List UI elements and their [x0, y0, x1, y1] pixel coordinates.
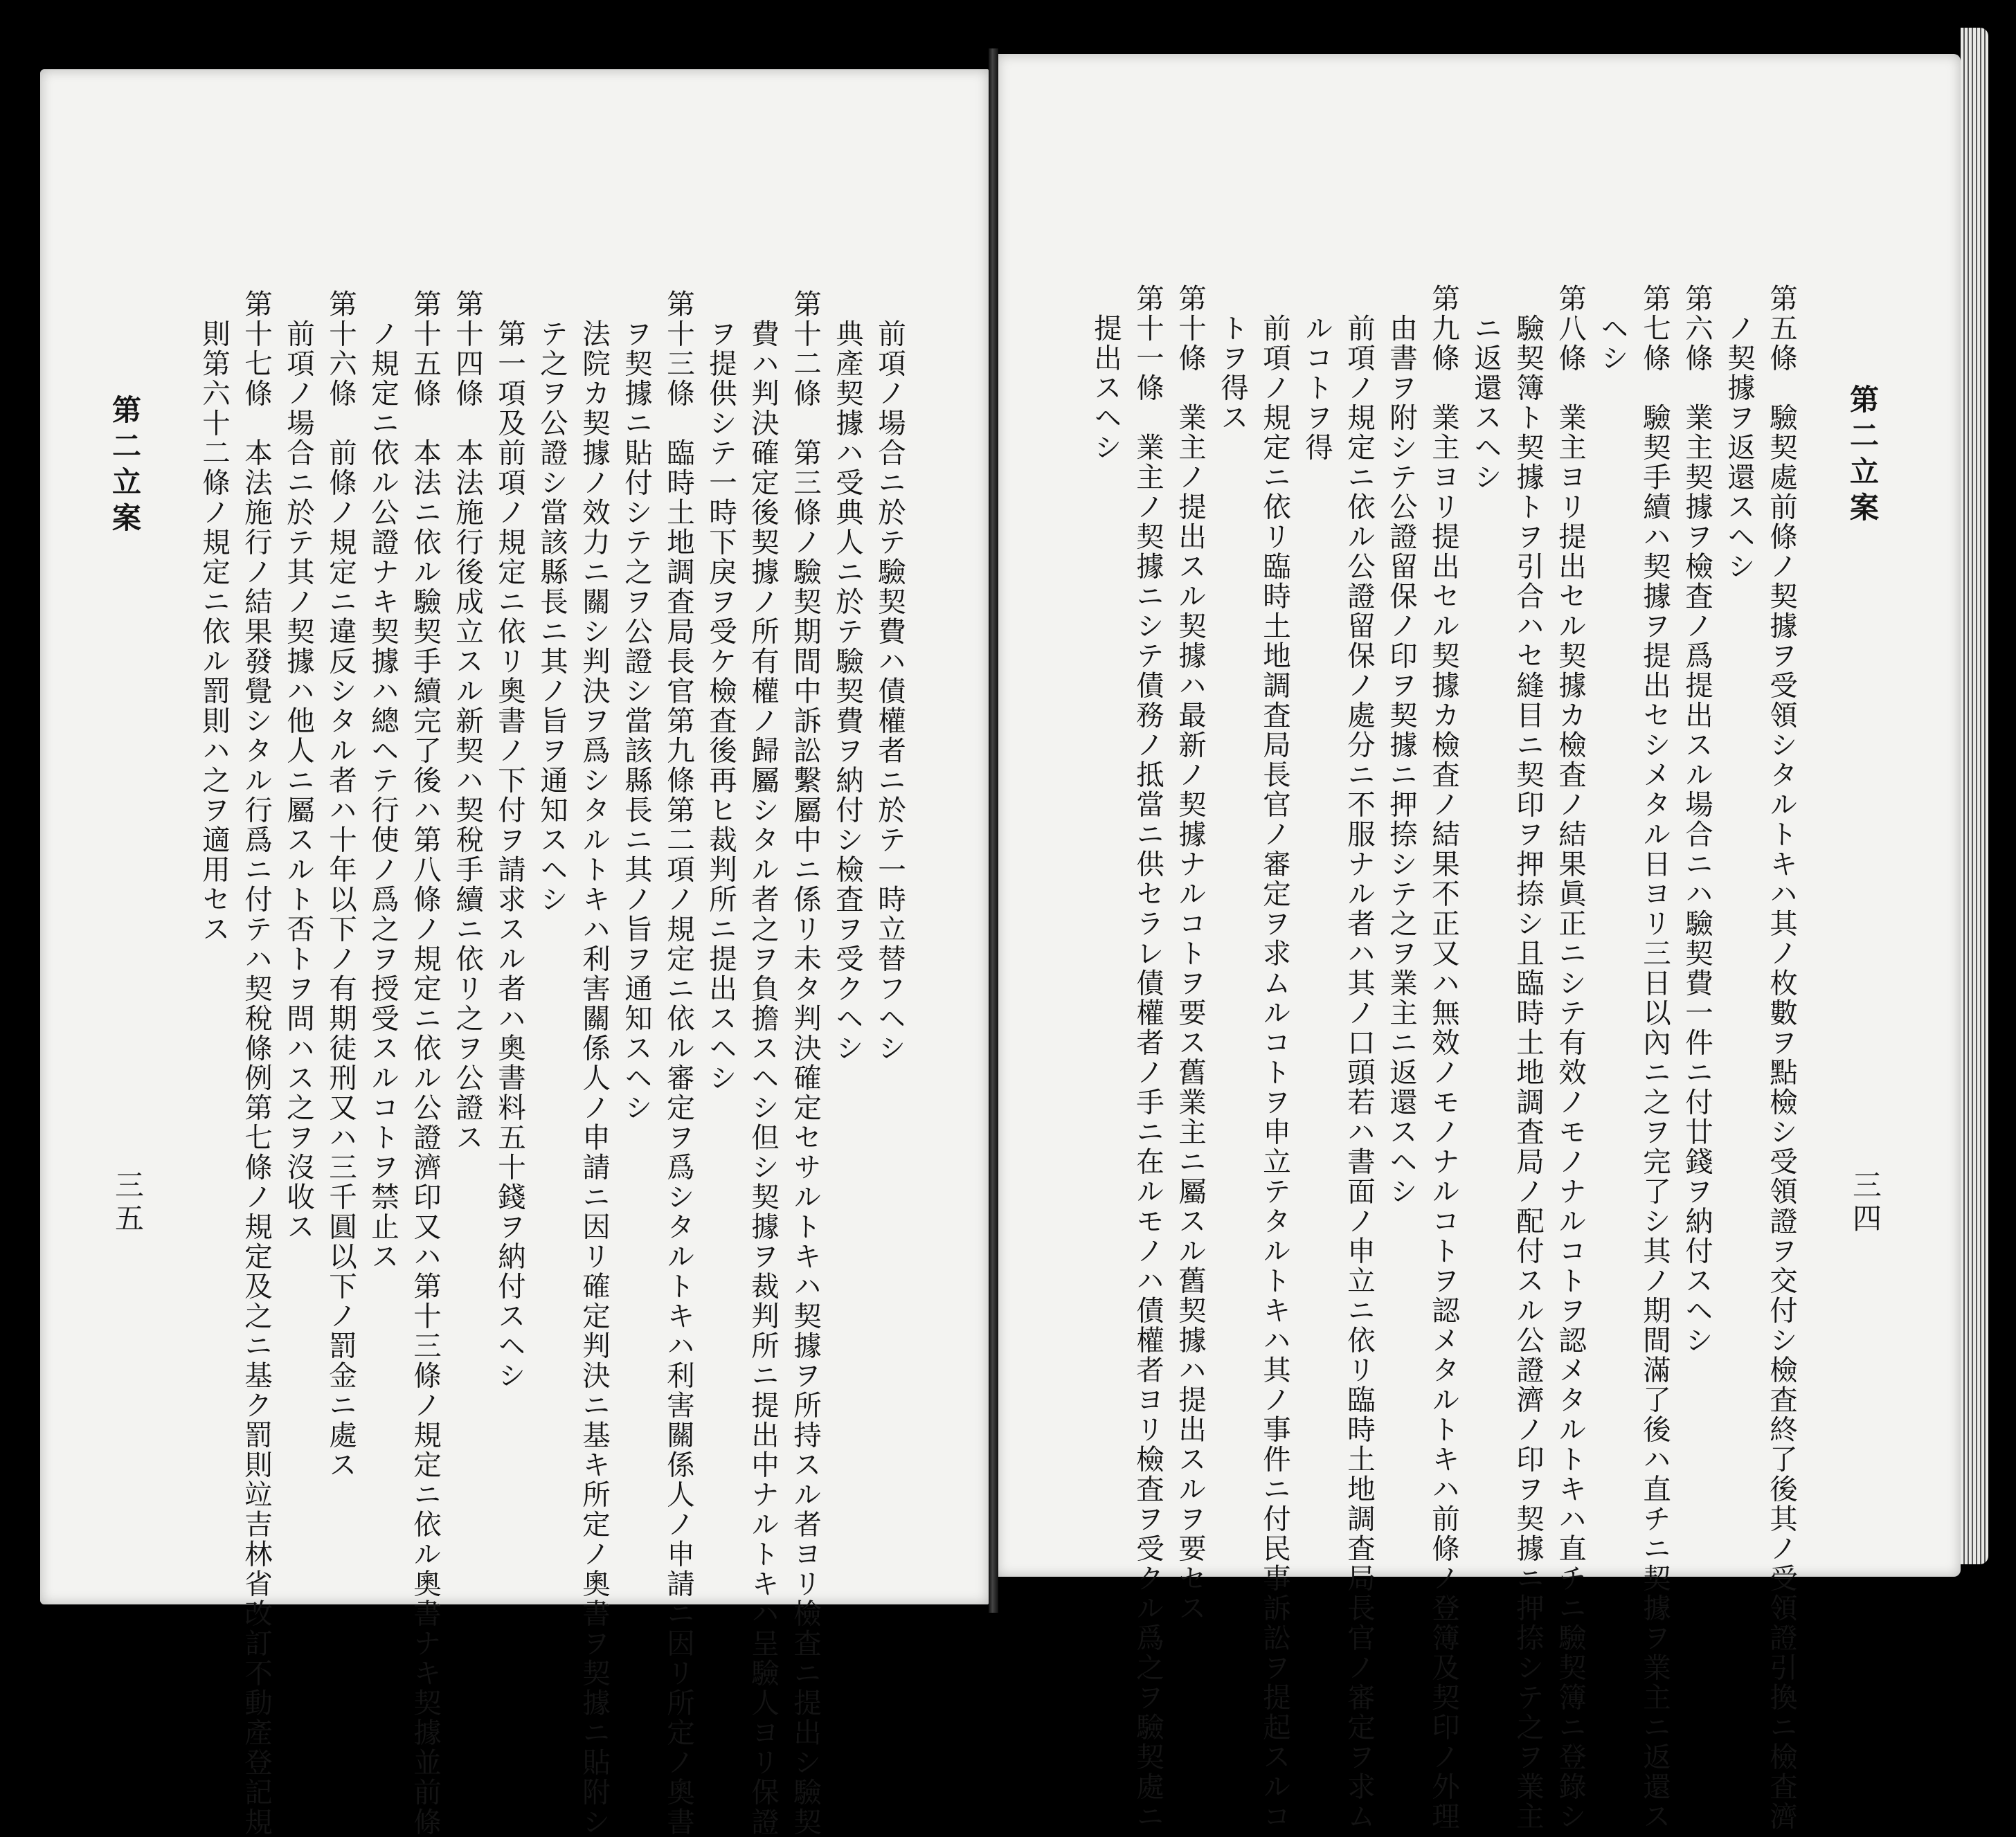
text-line: 法院カ契據ノ效力ニ關シ判決ヲ爲シタルトキハ利害關係人ノ申請ニ因リ確定判決ニ基キ所定ノ奧書ヲ契據ニ貼附シ: [577, 289, 611, 1837]
text-line: 第八條 業主ヨリ提出セル契據カ檢査ノ結果眞正ニシテ有效ノモノナルコトヲ認メタルトキハ直チニ驗契簿ニ登錄シ: [1554, 284, 1587, 1831]
right-page-body: [1084, 284, 1802, 1831]
right-page-header: 第二立案: [1846, 384, 1880, 528]
text-line: 第九條 業主ヨリ提出セル契據カ檢査ノ結果不正又ハ無效ノモノナルコトヲ認メタルトキハ前條ノ登簿及契印ノ外理: [1427, 284, 1460, 1831]
text-line: ヘシ: [1596, 284, 1629, 373]
text-line: 由書ヲ附シテ公證留保ノ印ヲ契據ニ押捺シテ之ヲ業主ニ返還スヘシ: [1385, 284, 1418, 1206]
text-line: 第十三條 臨時土地調査局長官第九條第二項ノ規定ニ依ル審定ヲ爲シタルトキハ利害關係人ノ申請ニ因リ所定ノ奧書: [662, 289, 695, 1837]
page-edges: [1961, 28, 1988, 1564]
text-line: 前項ノ規定ニ依ル公證留保ノ處分ニ不服ナル者ハ其ノ口頭若ハ書面ノ申立ニ依リ臨時土地調査局長官ノ審定ヲ求ム: [1342, 284, 1376, 1831]
text-line: ニ返還スヘシ: [1469, 284, 1502, 492]
text-line: テ之ヲ公證シ當該縣長ニ其ノ旨ヲ通知スヘシ: [535, 289, 568, 914]
text-line: トヲ得ス: [1216, 284, 1249, 433]
text-line: 第十七條 本法施行ノ結果發覺シタル行爲ニ付テハ契稅條例第七條ノ規定及之ニ基ク罰則竝吉林省改訂不動產登記規: [240, 289, 273, 1837]
text-line: 第十一條 業主ノ契據ニシテ債務ノ抵當ニ供セラレ債權者ノ手ニ在ルモノハ債權者ヨリ檢査ヲ受クル爲之ヲ驗契處ニ: [1131, 284, 1164, 1831]
text-line: 則第六十二條ノ規定ニ依ル罰則ハ之ヲ適用セス: [197, 289, 231, 944]
text-line: 第十條 業主ノ提出スル契據ハ最新ノ契據ナルコトヲ要ス舊業主ニ屬スル舊契據ハ提出スルヲ要セス: [1173, 284, 1207, 1623]
text-line: 第十六條 前條ノ規定ニ違反シタル者ハ十年以下ノ有期徒刑又ハ三千圓以下ノ罰金ニ處ス: [324, 289, 357, 1480]
text-line: 典產契據ハ受典人ニ於テ驗契費ヲ納付シ檢査ヲ受クヘシ: [831, 289, 864, 1063]
left-page-header: 第二立案: [108, 395, 142, 539]
left-page-number: 三五: [111, 1170, 145, 1236]
text-line: 第十五條 本法ニ依ル驗契手續完了後ハ第八條ノ規定ニ依ル公證濟印又ハ第十三條ノ規定ニ依ル奧書ナキ契據並前條: [408, 289, 442, 1837]
text-line: 第六條 業主契據ヲ檢査ノ爲提出スル場合ニハ驗契費一件ニ付廿錢ヲ納付スヘシ: [1680, 284, 1713, 1355]
text-line: 提出スヘシ: [1089, 284, 1122, 462]
text-line: 驗契簿ト契據トヲ引合ハセ縫目ニ契印ヲ押捺シ且臨時土地調査局ノ配付スル公證濟ノ印ヲ契據ニ押捺シテ之ヲ業主: [1511, 284, 1545, 1831]
text-line: ノ規定ニ依ル公證ナキ契據ハ總ヘテ行使ノ爲之ヲ授受スルコトヲ禁止ス: [366, 289, 399, 1272]
text-line: 第十二條 第三條ノ驗契期間中訴訟繫屬中ニ係リ未タ判決確定セサルトキハ契據ヲ所持スル者ヨリ檢査ニ提出シ驗契: [789, 289, 822, 1837]
text-line: 第十四條 本法施行後成立スル新契ハ契稅手續ニ依リ之ヲ公證ス: [451, 289, 484, 1152]
text-line: 第一項及前項ノ規定ニ依リ奧書ノ下付ヲ請求スル者ハ奧書料五十錢ヲ納付スヘシ: [493, 289, 526, 1391]
text-line: 前項ノ規定ニ依リ臨時土地調査局長官ノ審定ヲ求ムルコトヲ申立テタルトキハ其ノ事件ニ付民事訴訟ヲ提起スルコ: [1258, 284, 1291, 1831]
text-line: ノ契據ヲ返還スヘシ: [1722, 284, 1756, 581]
book-gutter: [989, 48, 998, 1613]
text-line: 前項ノ場合ニ於テ驗契費ハ債權者ニ於テ一時立替フヘシ: [873, 289, 906, 1063]
text-line: 第七條 驗契手續ハ契據ヲ提出セシメタル日ヨリ三日以內ニ之ヲ完了シ其ノ期間滿了後ハ直チニ契據ヲ業主ニ返還ス: [1638, 284, 1671, 1831]
text-line: 第五條 驗契處前條ノ契據ヲ受領シタルトキハ其ノ枚數ヲ點檢シ受領證ヲ交付シ檢査終了後其ノ受領證引換ニ檢査濟: [1765, 284, 1798, 1831]
text-line: ヲ契據ニ貼付シテ之ヲ公證シ當該縣長ニ其ノ旨ヲ通知スヘシ: [620, 289, 653, 1123]
right-page-number: 三四: [1848, 1170, 1882, 1236]
text-line: 費ハ判決確定後契據ノ所有權ノ歸屬シタル者之ヲ負擔スヘシ但シ契據ヲ裁判所ニ提出中ナルトキハ呈驗人ヨリ保證: [746, 289, 780, 1837]
text-line: 前項ノ場合ニ於テ其ノ契據ハ他人ニ屬スルト否トヲ問ハス之ヲ沒收ス: [282, 289, 315, 1242]
left-page-body: [192, 289, 910, 1837]
text-line: ルコトヲ得: [1300, 284, 1333, 462]
text-line: ヲ提供シテ一時下戾ヲ受ケ檢査後再ヒ裁判所ニ提出スヘシ: [704, 289, 737, 1093]
